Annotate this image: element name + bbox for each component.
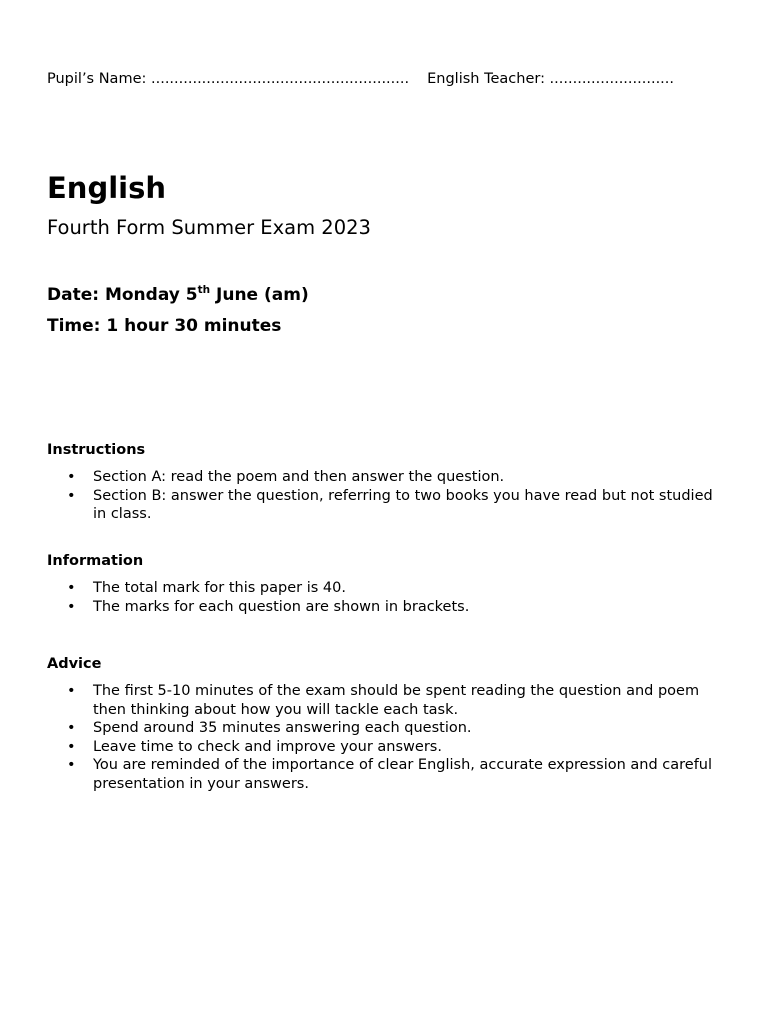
english-teacher-field: English Teacher: ........................... [427, 71, 675, 87]
bullet-icon: • [67, 720, 76, 736]
bullet-icon: • [67, 683, 76, 699]
list-item: • Section B: answer the question, referring to two books you have read but not studied in class. [67, 487, 713, 522]
bullet-icon: • [67, 757, 76, 773]
list-item: • Spend around 35 minutes answering each question. [67, 720, 472, 736]
instructions-heading: Instructions [47, 442, 146, 458]
bullet-icon: • [67, 598, 76, 615]
list-item: • The first 5-10 minutes of the exam should be spent reading the question and poem then thinking about how you will tackle each task. [67, 683, 700, 718]
exam-date [47, 283, 309, 307]
exam-duration: Time: 1 hour 30 minutes [47, 316, 282, 336]
instructions-list [47, 468, 727, 524]
bullet-icon: • [67, 580, 76, 596]
bullet-icon: • [67, 738, 76, 755]
bullet-icon: • [67, 469, 76, 485]
list-item: • The total mark for this paper is 40. [67, 580, 346, 596]
list-item: • Section A: read the poem and then answer the question. [67, 469, 505, 485]
exam-date-ordinal: th [197, 284, 211, 296]
pupil-details-line [47, 70, 727, 89]
pupil-name-field: Pupil’s Name: ........................................................ [47, 71, 410, 87]
advice-list [47, 682, 727, 793]
advice-heading: Advice [47, 656, 102, 672]
exam-title: Fourth Form Summer Exam 2023 [47, 216, 371, 239]
exam-date-prefix: Date: Monday 5 [47, 285, 198, 305]
bullet-icon: • [67, 487, 76, 504]
list-item: • You are reminded of the importance of clear English, accurate expression and careful presentation in your answers. [67, 757, 713, 792]
list-item: • The marks for each question are shown in brackets. [67, 598, 470, 615]
information-heading: Information [47, 553, 144, 569]
exam-date-suffix: June (am) [210, 285, 309, 305]
list-item: • Leave time to check and improve your answers. [67, 738, 442, 755]
information-list [47, 579, 727, 616]
subject-title: English [47, 171, 167, 205]
